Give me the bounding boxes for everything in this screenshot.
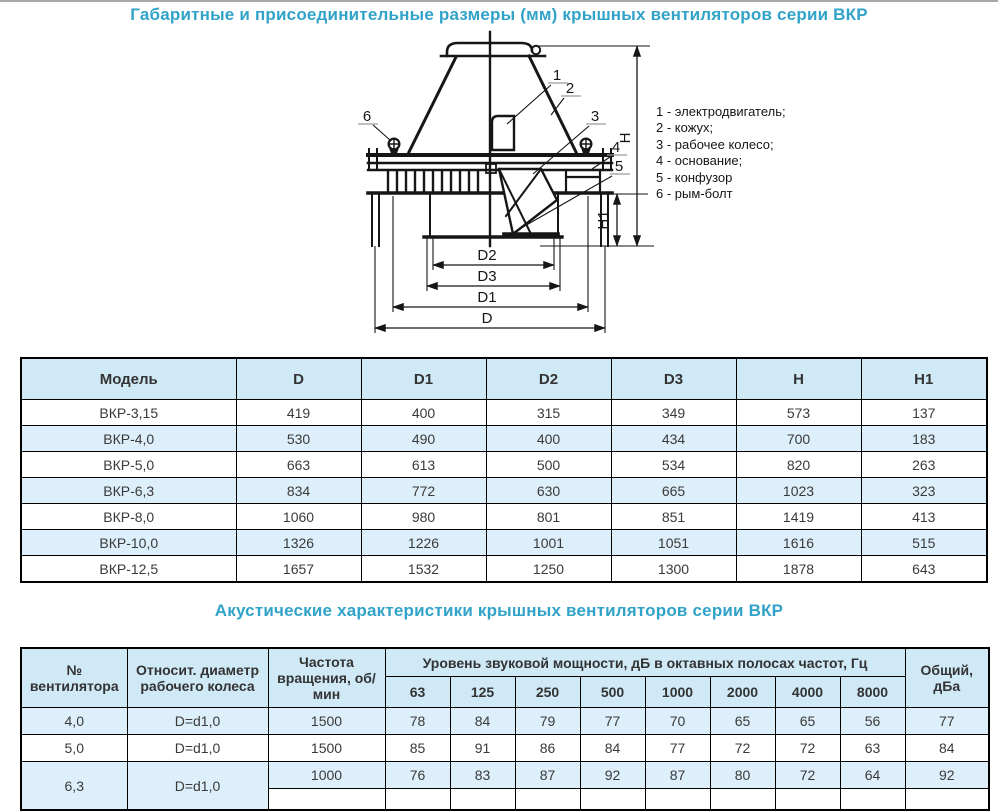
cell: 315 <box>486 400 611 426</box>
model-cell: ВКР-6,3 <box>21 478 236 504</box>
legend-item: 6 - рым-болт <box>656 186 733 202</box>
band-header: 8000 <box>840 677 905 708</box>
cell: 801 <box>486 504 611 530</box>
cell: D=d1,0 <box>127 708 268 735</box>
callout-2: 2 <box>565 80 575 97</box>
model-cell: ВКР-3,15 <box>21 400 236 426</box>
cell: 530 <box>236 426 361 452</box>
cell: 1001 <box>486 530 611 556</box>
cell: 56 <box>840 708 905 735</box>
cell: 1023 <box>736 478 861 504</box>
cell: 1300 <box>611 556 736 583</box>
model-cell: ВКР-10,0 <box>21 530 236 556</box>
cell: 183 <box>861 426 987 452</box>
dim-label-d: D <box>481 310 493 327</box>
cell-cut <box>515 789 580 811</box>
col-header: Модель <box>21 358 236 400</box>
fan-technical-drawing <box>0 28 998 357</box>
callout-6: 6 <box>362 108 372 125</box>
band-header: 250 <box>515 677 580 708</box>
cell: 72 <box>775 735 840 762</box>
cell: 92 <box>905 762 989 789</box>
cell: 851 <box>611 504 736 530</box>
cell: 64 <box>840 762 905 789</box>
cone-left-edge <box>409 57 456 152</box>
cell: 4,0 <box>21 708 127 735</box>
callout-1: 1 <box>552 67 562 84</box>
cell: 5,0 <box>21 735 127 762</box>
col-header-total: Общий, дБа <box>905 648 989 708</box>
cell: 78 <box>385 708 450 735</box>
cell-cut <box>450 789 515 811</box>
cell: 63 <box>840 735 905 762</box>
band-header: 2000 <box>710 677 775 708</box>
callout-3: 3 <box>590 108 600 125</box>
cell: 70 <box>645 708 710 735</box>
band-header: 125 <box>450 677 515 708</box>
cell: 1226 <box>361 530 486 556</box>
cell-cut <box>268 789 385 811</box>
acoustic-table <box>20 647 990 811</box>
cell-cut <box>905 789 989 811</box>
cell: 663 <box>236 452 361 478</box>
cell-cut <box>775 789 840 811</box>
table-row <box>21 504 987 530</box>
base-right-column <box>566 170 600 193</box>
cell: 77 <box>580 708 645 735</box>
cell: 65 <box>710 708 775 735</box>
legend-item: 5 - конфузор <box>656 169 733 185</box>
cell: 500 <box>486 452 611 478</box>
cell: 87 <box>645 762 710 789</box>
page-top-border <box>0 0 998 2</box>
col-header-rotation: Частота вращения, об/мин <box>268 648 385 708</box>
col-header-fan-no: № вентилятора <box>21 648 127 708</box>
cell: 349 <box>611 400 736 426</box>
legend-item: 1 - электродвигатель; <box>656 104 786 119</box>
band-header: 4000 <box>775 677 840 708</box>
band-header: 500 <box>580 677 645 708</box>
cell: 84 <box>580 735 645 762</box>
cell: 419 <box>236 400 361 426</box>
cell: 613 <box>361 452 486 478</box>
col-header: D3 <box>611 358 736 400</box>
cell: 1419 <box>736 504 861 530</box>
cell: 980 <box>361 504 486 530</box>
cell: 87 <box>515 762 580 789</box>
table-row <box>21 708 989 735</box>
cell: 92 <box>580 762 645 789</box>
cell: 630 <box>486 478 611 504</box>
cell: 1060 <box>236 504 361 530</box>
col-header-rel-diameter: Относит. диаметр рабочего колеса <box>127 648 268 708</box>
cell: 80 <box>710 762 775 789</box>
cell: 84 <box>905 735 989 762</box>
callout-5: 5 <box>614 158 624 175</box>
cell: 1500 <box>268 735 385 762</box>
legend-item: 3 - рабочее колесо; <box>656 136 774 152</box>
model-cell: ВКР-5,0 <box>21 452 236 478</box>
table-row <box>21 400 987 426</box>
cell: 77 <box>645 735 710 762</box>
dim-label-h: H <box>617 132 634 144</box>
model-cell: ВКР-12,5 <box>21 556 236 583</box>
cell: 400 <box>361 400 486 426</box>
cell-cut <box>580 789 645 811</box>
cell: 515 <box>861 530 987 556</box>
page-title-dimensions: Габаритные и присоединительные размеры (мм) крышных вентиляторов серии ВКР <box>130 5 868 24</box>
cell: 1500 <box>268 708 385 735</box>
table-row <box>21 530 987 556</box>
cell: 72 <box>775 762 840 789</box>
louver-slats <box>388 172 478 191</box>
cell: 72 <box>710 735 775 762</box>
parts-legend <box>656 104 786 202</box>
cell: 323 <box>861 478 987 504</box>
cell: 1878 <box>736 556 861 583</box>
table-row <box>21 556 987 583</box>
band-header: 1000 <box>645 677 710 708</box>
dimensions-table <box>20 357 988 583</box>
cell: 91 <box>450 735 515 762</box>
cell: 1326 <box>236 530 361 556</box>
col-header: D2 <box>486 358 611 400</box>
col-header: H <box>736 358 861 400</box>
table-row <box>21 478 987 504</box>
cell: 1250 <box>486 556 611 583</box>
cell: 79 <box>515 708 580 735</box>
cell: 665 <box>611 478 736 504</box>
dim-label-d2: D2 <box>477 247 497 264</box>
table-row <box>21 452 987 478</box>
cell: 137 <box>861 400 987 426</box>
cell: 76 <box>385 762 450 789</box>
page-title-acoustic: Акустические характеристики крышных вентиляторов серии ВКР <box>214 601 784 620</box>
cell: D=d1,0 <box>127 735 268 762</box>
cell: 400 <box>486 426 611 452</box>
cell: D=d1,0 <box>127 762 268 811</box>
cell-cut <box>385 789 450 811</box>
cell-cut <box>710 789 775 811</box>
cell: 413 <box>861 504 987 530</box>
cell: 1616 <box>736 530 861 556</box>
legend-item: 2 - кожух; <box>656 120 714 136</box>
cell: 85 <box>385 735 450 762</box>
cell: 700 <box>736 426 861 452</box>
cell: 820 <box>736 452 861 478</box>
table-header-row <box>21 358 987 400</box>
dim-label-h1: H1 <box>595 210 612 230</box>
cell: 86 <box>515 735 580 762</box>
cell: 573 <box>736 400 861 426</box>
dim-label-d3: D3 <box>477 268 497 285</box>
callout-4: 4 <box>611 139 621 156</box>
band-header: 63 <box>385 677 450 708</box>
model-cell: ВКР-4,0 <box>21 426 236 452</box>
col-header: H1 <box>861 358 987 400</box>
cell: 1051 <box>611 530 736 556</box>
fan-body <box>368 32 612 246</box>
col-header: D <box>236 358 361 400</box>
cell: 77 <box>905 708 989 735</box>
dim-label-d1: D1 <box>477 289 497 306</box>
cell: 772 <box>361 478 486 504</box>
legend-item: 4 - основание; <box>656 153 743 169</box>
cell: 834 <box>236 478 361 504</box>
cell: 643 <box>861 556 987 583</box>
cell: 490 <box>361 426 486 452</box>
col-header-sound-level: Уровень звуковой мощности, дБ в октавных полосах частот, Гц <box>385 648 905 677</box>
cell: 6,3 <box>21 762 127 811</box>
cell: 84 <box>450 708 515 735</box>
cell: 534 <box>611 452 736 478</box>
cell-cut <box>645 789 710 811</box>
cell: 65 <box>775 708 840 735</box>
cell-cut <box>840 789 905 811</box>
model-cell: ВКР-8,0 <box>21 504 236 530</box>
cell: 1532 <box>361 556 486 583</box>
table-row <box>21 762 989 789</box>
cell: 434 <box>611 426 736 452</box>
col-header: D1 <box>361 358 486 400</box>
table-row <box>21 735 989 762</box>
cell: 1657 <box>236 556 361 583</box>
cell: 83 <box>450 762 515 789</box>
table-row <box>21 426 987 452</box>
cell: 263 <box>861 452 987 478</box>
table-header-row <box>21 648 989 677</box>
cell: 1000 <box>268 762 385 789</box>
